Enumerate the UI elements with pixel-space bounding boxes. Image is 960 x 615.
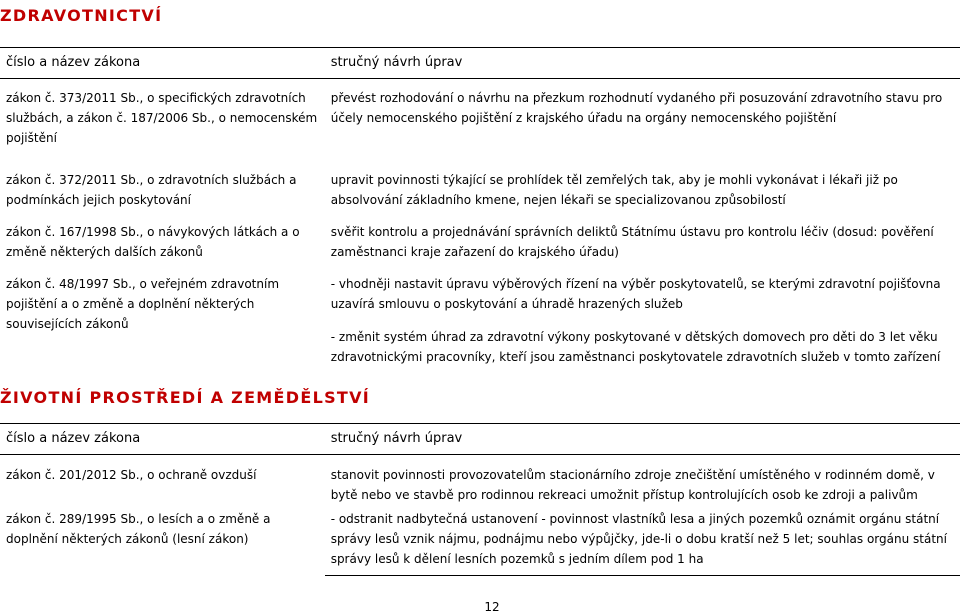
law-cell: zákon č. 201/2012 Sb., o ochraně ovzduší — [6, 468, 257, 482]
proposal-cell: svěřit kontrolu a projednávání správních deliktů Státnímu ústavu pro kontrolu léčiv (dosud: pověření zaměstnanci kraje zařazení do krajského úřadu) — [330, 225, 934, 259]
proposal-cell: převést rozhodování o návrhu na přezkum rozhodnutí vydaného při posuzování zdravotního stavu pro účely nemocenského pojištění z krajského úřadu na orgány nemocenského pojištění — [330, 91, 943, 125]
column-header-law: číslo a název zákona — [0, 48, 325, 79]
proposal-item: - změnit systém úhrad za zdravotní výkony poskytované v dětských domovech pro děti do 3 let věku zdravotnickými pracovníky, kteří jsou zaměstnanci poskytovatele zdravotních služeb v tomto zařízení — [330, 330, 941, 364]
table-row — [0, 455, 960, 510]
law-cell: zákon č. 372/2011 Sb., o zdravotních službách a podmínkách jejich poskytování — [6, 173, 297, 207]
page-number: 12 — [484, 600, 500, 614]
column-header-proposal: stručný návrh úprav — [325, 424, 960, 455]
environment-law-table — [0, 423, 960, 576]
table-row — [0, 79, 960, 171]
table-row — [0, 509, 960, 576]
table-row — [0, 222, 960, 274]
proposal-cell: stanovit povinnosti provozovatelům stacionárního zdroje znečištění umístěného v rodinném domě, v bytě nebo ve stavbě pro rodinnou rekreaci umožnit přístup kontrolujících osob ke zdroji a palivům — [330, 468, 935, 502]
law-cell: zákon č. 48/1997 Sb., o veřejném zdravotním pojištění a o změně a doplnění některých souvisejících zákonů — [6, 277, 280, 331]
table-header-row — [0, 424, 960, 455]
section-title-health: ZDRAVOTNICTVÍ — [0, 6, 163, 25]
health-law-table — [0, 47, 960, 367]
section-title-environment-agriculture: ŽIVOTNÍ PROSTŘEDÍ A ZEMĚDĚLSTVÍ — [0, 388, 371, 407]
law-cell: zákon č. 373/2011 Sb., o specifických zdravotních službách, a zákon č. 187/2006 Sb., o nemocenském pojištění — [6, 91, 318, 145]
proposal-cell: - odstranit nadbytečná ustanovení - povinnost vlastníků lesa a jiných pozemků oznámit orgánu státní správy lesů vznik nájmu, podnájmu nebo výpůjčky, jde-li o dobu kratší než 5 let; souhlas orgánu státní správy lesů k dělení lesních pozemků s jedním dílem pod 1 ha — [325, 509, 960, 576]
proposal-cell — [325, 274, 960, 367]
table-row — [0, 274, 960, 367]
law-cell: zákon č. 289/1995 Sb., o lesích a o změně a doplnění některých zákonů (lesní zákon) — [6, 512, 271, 546]
law-cell: zákon č. 167/1998 Sb., o návykových látkách a o změně některých dalších zákonů — [6, 225, 300, 259]
proposal-cell: upravit povinnosti týkající se prohlídek těl zemřelých tak, aby je mohli vykonávat i lékaři již po absolvování základního kmene, nejen lékaři se specializovanou způsobilostí — [330, 173, 898, 207]
table-row — [0, 170, 960, 222]
proposal-item: - vhodněji nastavit úpravu výběrových řízení na výběr poskytovatelů, se kterými zdravotní pojišťovna uzavírá smlouvu o poskytování a úhradě hrazených služeb — [330, 277, 941, 311]
table-header-row — [0, 48, 960, 79]
column-header-proposal: stručný návrh úprav — [325, 48, 960, 79]
column-header-law: číslo a název zákona — [0, 424, 325, 455]
